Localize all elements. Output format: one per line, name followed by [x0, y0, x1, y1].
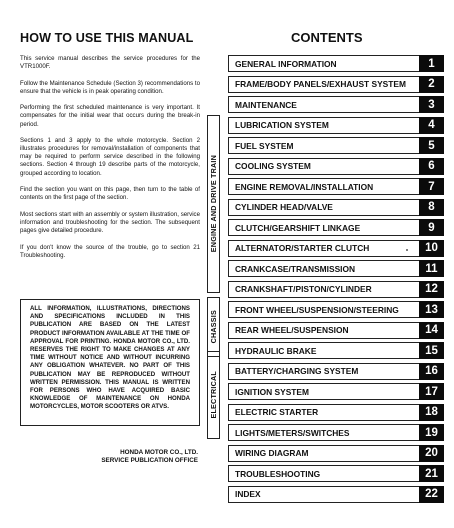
contents-item[interactable] — [228, 383, 444, 400]
section-number-tab: 17 — [419, 383, 444, 400]
contents-item-label: IGNITION SYSTEM — [228, 383, 419, 400]
section-number-tab: 18 — [419, 404, 444, 421]
how-to-use-title: HOW TO USE THIS MANUAL — [20, 31, 194, 45]
contents-item-label: FRONT WHEEL/SUSPENSION/STEERING — [228, 301, 419, 318]
contents-item-label: LUBRICATION SYSTEM — [228, 117, 419, 134]
contents-item-label: HYDRAULIC BRAKE — [228, 342, 419, 359]
contents-item[interactable] — [228, 445, 444, 462]
contents-item[interactable] — [228, 301, 444, 318]
contents-item[interactable] — [228, 465, 444, 482]
contents-item[interactable] — [228, 486, 444, 503]
contents-item-label: TROUBLESHOOTING — [228, 465, 419, 482]
section-number-tab: 13 — [419, 301, 444, 318]
intro-paragraph: This service manual describes the service procedures for the VTR1000F. — [20, 55, 200, 71]
section-number-tab: 8 — [419, 199, 444, 216]
contents-item-label: CRANKSHAFT/PISTON/CYLINDER — [228, 281, 419, 298]
section-number-tab: 22 — [419, 486, 444, 503]
contents-item-label: MAINTENANCE — [228, 96, 419, 113]
section-number-tab: 10 — [419, 240, 444, 257]
speck — [406, 249, 408, 251]
contents-item[interactable] — [228, 240, 444, 257]
contents-item-label: REAR WHEEL/SUSPENSION — [228, 322, 419, 339]
contents-item-label: FUEL SYSTEM — [228, 137, 419, 154]
section-number-tab: 3 — [419, 96, 444, 113]
contents-item-label: WIRING DIAGRAM — [228, 445, 419, 462]
section-number-tab: 9 — [419, 219, 444, 236]
contents-item[interactable] — [228, 55, 444, 72]
intro-paragraph: If you don't know the source of the trouble, go to section 21 Troubleshooting. — [20, 243, 200, 259]
section-number-tab: 19 — [419, 424, 444, 441]
section-number-tab: 21 — [419, 465, 444, 482]
contents-item-label: BATTERY/CHARGING SYSTEM — [228, 363, 419, 380]
group-label: CHASSIS — [209, 310, 218, 344]
contents-title: CONTENTS — [291, 30, 363, 45]
contents-item-label: CYLINDER HEAD/VALVE — [228, 199, 419, 216]
contents-item[interactable] — [228, 219, 444, 236]
intro-paragraph: Sections 1 and 3 apply to the whole motorcycle. Section 2 illustrates procedures for removal/installation of components that may be required to perform service described in the following sections. Section 4 through 19 describe parts of the motorcycle, grouped according to location. — [20, 137, 200, 177]
publisher-credit — [20, 449, 198, 466]
section-number-tab: 4 — [419, 117, 444, 134]
section-number-tab: 1 — [419, 55, 444, 72]
contents-item-label: INDEX — [228, 486, 419, 503]
contents-item-label: CRANKCASE/TRANSMISSION — [228, 260, 419, 277]
contents-item[interactable] — [228, 199, 444, 216]
contents-item[interactable] — [228, 96, 444, 113]
contents-item[interactable] — [228, 342, 444, 359]
section-number-tab: 14 — [419, 322, 444, 339]
section-number-tab: 16 — [419, 363, 444, 380]
contents-item[interactable] — [228, 137, 444, 154]
publisher-company: HONDA MOTOR CO., LTD. — [120, 449, 198, 456]
contents-item[interactable] — [228, 117, 444, 134]
section-number-tab: 15 — [419, 342, 444, 359]
section-number-tab: 20 — [419, 445, 444, 462]
contents-item-label: GENERAL INFORMATION — [228, 55, 419, 72]
group-electrical — [207, 351, 220, 439]
contents-item[interactable] — [228, 76, 444, 93]
contents-item-label: ALTERNATOR/STARTER CLUTCH — [228, 240, 419, 257]
contents-item-label: LIGHTS/METERS/SWITCHES — [228, 424, 419, 441]
section-number-tab: 7 — [419, 178, 444, 195]
intro-paragraph: Follow the Maintenance Schedule (Section 3) recommendations to ensure that the vehicle is in peak operating condition. — [20, 79, 200, 95]
contents-item[interactable] — [228, 363, 444, 380]
intro-text — [20, 55, 200, 268]
section-number-tab: 6 — [419, 158, 444, 175]
intro-paragraph: Most sections start with an assembly or system illustration, service information and troubleshooting for the section. The subsequent pages give detailed procedure. — [20, 210, 200, 234]
section-number-tab: 11 — [419, 260, 444, 277]
publisher-office: SERVICE PUBLICATION OFFICE — [101, 457, 198, 465]
contents-item-label: CLUTCH/GEARSHIFT LINKAGE — [228, 219, 419, 236]
contents-item[interactable] — [228, 424, 444, 441]
section-number-tab: 12 — [419, 281, 444, 298]
contents-item[interactable] — [228, 281, 444, 298]
contents-item[interactable] — [228, 404, 444, 421]
group-label: ENGINE AND DRIVE TRAIN — [209, 155, 218, 253]
legal-notice-box: ALL INFORMATION, ILLUSTRATIONS, DIRECTIONS AND SPECIFICATIONS INCLUDED IN THIS PUBLICATION ARE BASED ON THE LATEST PRODUCT INFORMATION AVAILABLE AT THE TIME OF APPROVAL FOR PRINTING. HONDA MOTOR CO., LTD. RESERVES THE RIGHT TO MAKE CHANGES AT ANY TIME WITHOUT NOTICE AND WITHOUT INCURRING ANY OBLIGATION WHATEVER. NO PART OF THIS PUBLICATION MAY BE REPRODUCED WITHOUT WRITTEN PERMISSION. THIS MANUAL IS WRITTEN FOR PERSONS WHO HAVE ACQUIRED BASIC KNOWLEDGE OF MAINTENANCE ON HONDA MOTORCYCLES, MOTOR SCOOTERS OR ATVS. — [20, 299, 200, 426]
group-chassis — [207, 297, 220, 357]
intro-paragraph: Find the section you want on this page, then turn to the table of contents on the first page of the section. — [20, 186, 200, 202]
contents-item[interactable] — [228, 158, 444, 175]
group-label: ELECTRICAL — [209, 371, 218, 419]
intro-paragraph: Performing the first scheduled maintenance is very important. It compensates for the initial wear that occurs during the break-in period. — [20, 104, 200, 128]
group-engine-drive-train — [207, 115, 220, 293]
contents-item-label: ELECTRIC STARTER — [228, 404, 419, 421]
contents-item-label: FRAME/BODY PANELS/EXHAUST SYSTEM — [228, 76, 419, 93]
contents-item[interactable] — [228, 322, 444, 339]
contents-item-label: COOLING SYSTEM — [228, 158, 419, 175]
section-number-tab: 2 — [419, 76, 444, 93]
contents-item[interactable] — [228, 260, 444, 277]
contents-item[interactable] — [228, 178, 444, 195]
contents-item-label: ENGINE REMOVAL/INSTALLATION — [228, 178, 419, 195]
section-number-tab: 5 — [419, 137, 444, 154]
